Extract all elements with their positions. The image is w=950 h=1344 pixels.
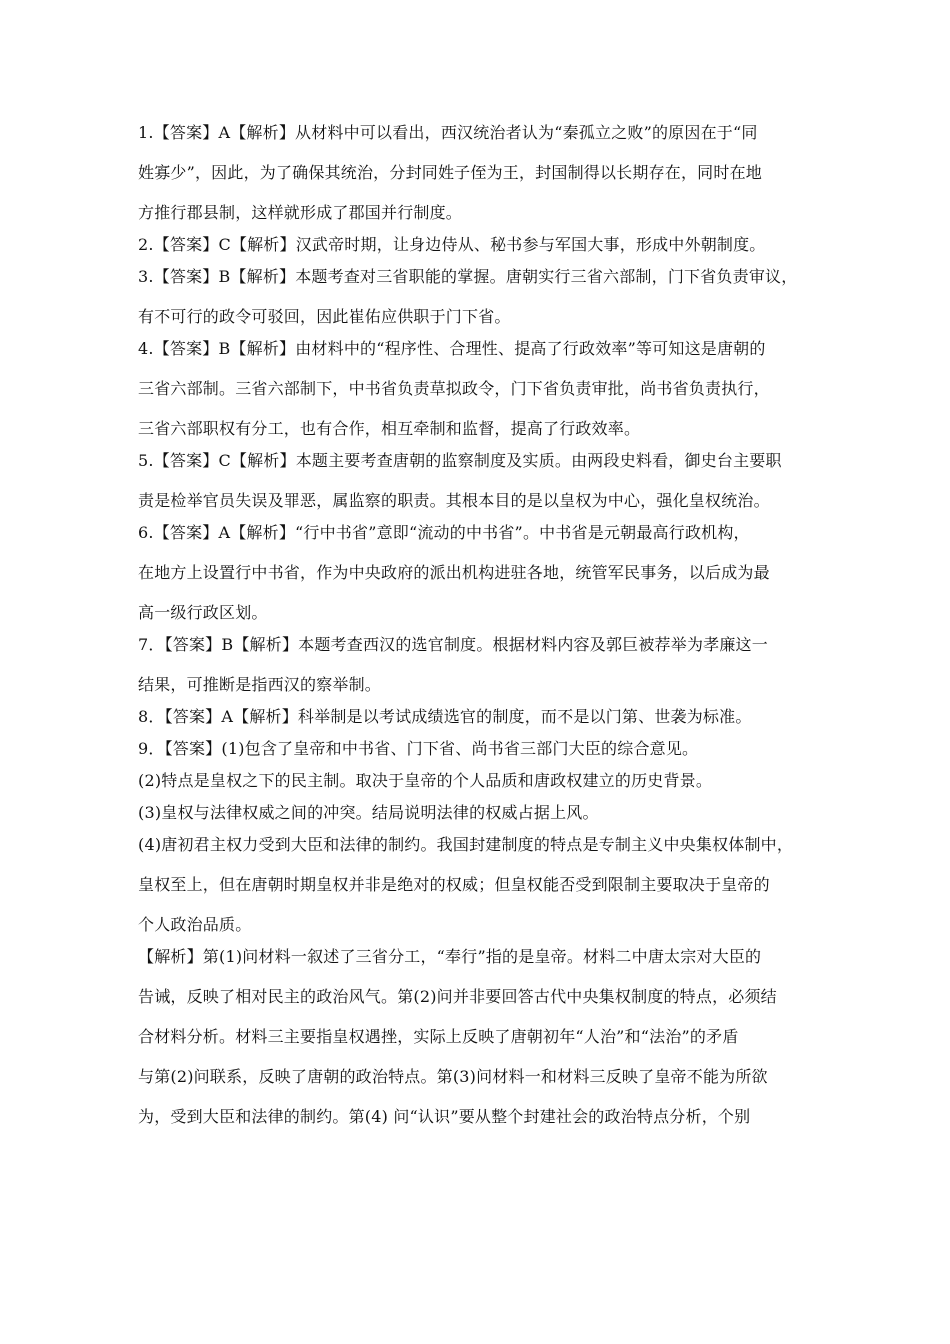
text-line: 姓寡少”，因此，为了确保其统治，分封同姓子侄为王，封国制得以长期存在，同时在地: [138, 163, 762, 182]
text-line: 合材料分析。材料三主要指皇权遇挫，实际上反映了唐朝初年“人治”和“法治”的矛盾: [138, 1027, 739, 1046]
text-line: 1.【答案】A【解析】从材料中可以看出，西汉统治者认为“秦孤立之败”的原因在于“同: [138, 123, 758, 142]
text-line: 为，受到大臣和法律的制约。第(4) 问“认识”要从整个封建社会的政治特点分析，个别: [138, 1107, 751, 1126]
answer-key-text: [138, 122, 818, 1146]
text-line: 与第(2)问联系，反映了唐朝的政治特点。第(3)问材料一和材料三反映了皇帝不能为所欲: [138, 1067, 768, 1086]
text-line: 7．【答案】B【解析】本题考查西汉的选官制度。根据材料内容及郭巨被荐举为孝廉这一: [138, 635, 768, 654]
text-line: 有不可行的政令可驳回，因此崔佑应供职于门下省。: [138, 307, 511, 326]
text-line: 8．【答案】A【解析】科举制是以考试成绩选官的制度，而不是以门第、世袭为标准。: [138, 707, 752, 726]
text-line: 三省六部制。三省六部制下，中书省负责草拟政令，门下省负责审批，尚书省负责执行，: [138, 379, 770, 398]
text-line: 4.【答案】B【解析】由材料中的“程序性、合理性、提高了行政效率”等可知这是唐朝的: [138, 339, 766, 358]
text-line: 2.【答案】C【解析】汉武帝时期，让身边侍从、秘书参与军国大事，形成中外朝制度。: [138, 235, 766, 254]
text-line: 个人政治品质。: [138, 915, 252, 934]
text-line: 责是检举官员失误及罪恶，属监察的职责。其根本目的是以皇权为中心，强化皇权统治。: [138, 491, 770, 510]
text-line: (4)唐初君主权力受到大臣和法律的制约。我国封建制度的特点是专制主义中央集权体制中，: [138, 835, 794, 854]
text-line: (3)皇权与法律权威之间的冲突。结局说明法律的权威占据上风。: [138, 803, 599, 822]
text-line: 【解析】第(1)问材料一叙述了三省分工，“奉行”指的是皇帝。材料二中唐太宗对大臣的: [138, 947, 762, 966]
text-line: 告诫，反映了相对民主的政治风气。第(2)问并非要回答古代中央集权制度的特点，必须结: [138, 987, 777, 1006]
text-line: 结果，可推断是指西汉的察举制。: [138, 675, 382, 694]
text-line: 皇权至上，但在唐朝时期皇权并非是绝对的权威；但皇权能否受到限制主要取决于皇帝的: [138, 875, 770, 894]
text-line: 三省六部职权有分工，也有合作，相互牵制和监督，提高了行政效率。: [138, 419, 641, 438]
text-line: 6.【答案】A【解析】“行中书省”意即“流动的中书省”。中书省是元朝最高行政机构，: [138, 523, 750, 542]
text-line: 3.【答案】B【解析】本题考查对三省职能的掌握。唐朝实行三省六部制，门下省负责审议，: [138, 267, 798, 286]
text-line: 9．【答案】(1)包含了皇帝和中书省、门下省、尚书省三部门大臣的综合意见。: [138, 739, 699, 758]
text-line: 高一级行政区划。: [138, 603, 268, 622]
text-line: (2)特点是皇权之下的民主制。取决于皇帝的个人品质和唐政权建立的历史背景。: [138, 771, 713, 790]
text-line: 方推行郡县制，这样就形成了郡国并行制度。: [138, 203, 463, 222]
text-line: 5.【答案】C【解析】本题主要考查唐朝的监察制度及实质。由两段史料看，御史台主要职: [138, 451, 782, 470]
text-line: 在地方上设置行中书省，作为中央政府的派出机构进驻各地，统管军民事务，以后成为最: [138, 563, 770, 582]
